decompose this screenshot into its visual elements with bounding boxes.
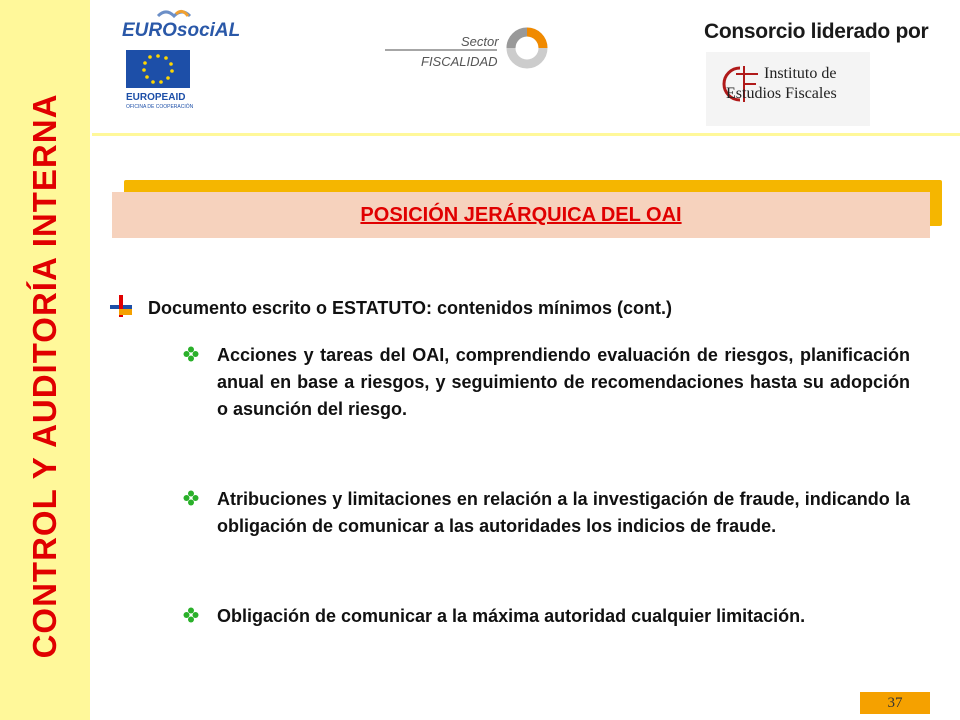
header-divider (92, 133, 960, 136)
sidebar (0, 0, 90, 720)
europeaid-subtitle: OFICINA DE COOPERACIÓN (126, 104, 194, 110)
eurosocial-name: EUROsociAL (122, 20, 241, 41)
ief-line1: Instituto de (764, 65, 837, 82)
title-banner (112, 192, 930, 238)
list-item-text: Atribuciones y limitaciones en relación a la investigación de fraude, indicando la obligación de comunicar a las autoridades los indicios de fraude. (217, 489, 910, 536)
sector-fiscalidad-logo (385, 20, 555, 82)
diamond-bullet-icon (183, 607, 199, 623)
diamond-bullet-icon (183, 490, 199, 506)
ring-logo-icon (385, 20, 555, 82)
main-point-text: Documento escrito o ESTATUTO: contenidos mínimos (cont.) (148, 298, 673, 318)
fiscalidad-label: FISCALIDAD (421, 54, 498, 69)
list-item (183, 486, 910, 572)
list-item (183, 603, 910, 661)
main-point (110, 295, 910, 323)
sector-label: Sector (461, 34, 499, 49)
diamond-bullet-icon (183, 346, 199, 362)
eurosocial-logo (118, 6, 241, 110)
sidebar-title: CONTROL Y AUDITORÍA INTERNA (26, 93, 63, 659)
list-item-text: Obligación de comunicar a la máxima autoridad cualquier limitación. (217, 606, 806, 626)
page-number: 37 (860, 692, 930, 714)
europeaid-label: EUROPEAID (126, 92, 186, 103)
consorcio-logo (700, 18, 929, 126)
slide-title: POSICIÓN JERÁRQUICA DEL OAI (360, 203, 682, 226)
list-item (183, 342, 910, 454)
list-item-text: Acciones y tareas del OAI, comprendiendo evaluación de riesgos, planificación anual en base a riesgos, y seguimiento de recomendaciones hasta su adopción o asunción del riesgo. (217, 345, 910, 419)
ief-logo-box (706, 52, 870, 126)
cross-bullet-icon (110, 295, 134, 319)
consorcio-heading: Consorcio liderado por (704, 20, 929, 43)
ief-line2: Estudios Fiscales (726, 85, 837, 102)
